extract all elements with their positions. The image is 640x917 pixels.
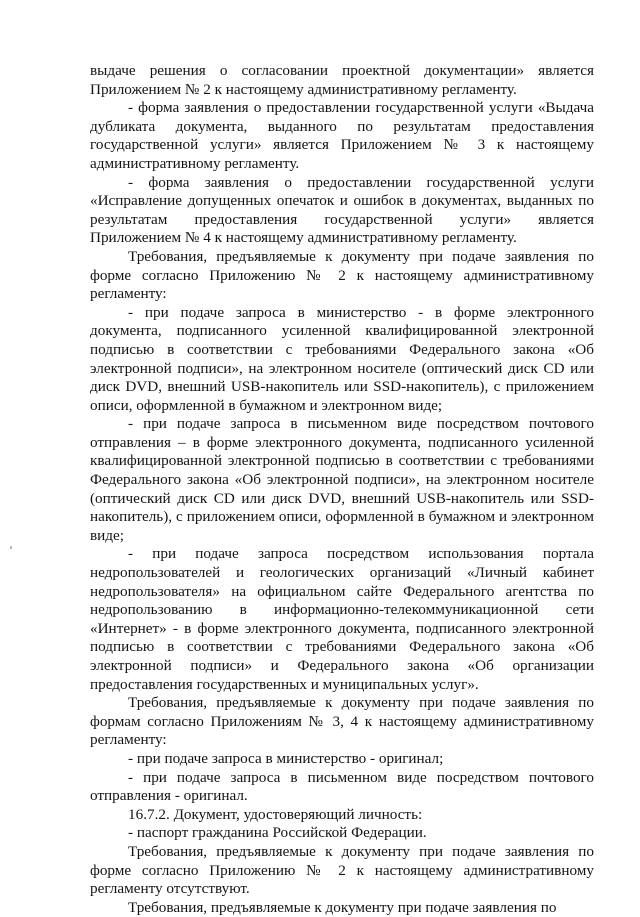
document-page <box>90 62 594 917</box>
paragraph-9: - при подаче запроса в министерство - оригинал; <box>128 749 444 767</box>
paragraph-2: - форма заявления о предоставлении государственной услуги «Выдача дубликата документа, выданного по результатам предоставления государственной услуги» является Приложением № 3 к настоящему административному регламенту. <box>90 99 594 172</box>
paragraph-1: выдаче решения о согласовании проектной документации» является Приложением № 2 к настоящему административному регламенту. <box>90 62 594 98</box>
paragraph-5: - при подаче запроса в министерство - в форме электронного документа, подписанного усиленной квалифицированной электронной подписью в соответствии с требованиями Федерального закона «Об электронной подписи», на электронном носителе (оптический диск CD или диск DVD, внешний USB-накопитель или SSD-накопитель), с приложением описи, оформленной в бумажном и электронном виде; <box>90 303 594 414</box>
paragraph-12: - паспорт гражданина Российской Федерации. <box>128 824 427 842</box>
section-heading: 16.7.2. Документ, удостоверяющий личность: <box>128 805 423 823</box>
paragraph-10: - при подаче запроса в письменном виде посредством почтового отправления - оригинал. <box>90 768 594 805</box>
paragraph-6: - при подаче запроса в письменном виде посредством почтового отправления – в форме электронного документа, подписанного усиленной квалифицированной электронной подписью в соответствии с требованиями Федерального закона «Об электронной подписи», на электронном носителе (оптический диск CD или диск DVD, внешний USB-накопитель или SSD-накопитель), с приложением описи, оформленной в бумажном и электронном виде; <box>90 415 594 544</box>
paragraph-8: Требования, предъявляемые к документу при подаче заявления по формам согласно Приложениям № 3, 4 к настоящему административному регламенту: <box>90 694 594 749</box>
paragraph-4: Требования, предъявляемые к документу при подаче заявления по форме согласно Приложению № 2 к настоящему административному регламенту: <box>90 247 594 303</box>
paragraph-7: - при подаче запроса посредством использования портала недропользователей и геологических организаций «Личный кабинет недропользователя» на официальном сайте Федерального агентства по недропользованию в информационно-телекоммуникационной сети «Интернет» - в форме электронного документа, подписанного электронной подписью в соответствии с требованиями Федерального закона «Об электронной подписи» и Федерального закона «Об организации предоставления государственных и муниципальных услуг». <box>90 545 594 693</box>
paragraph-14: Требования, предъявляемые к документу при подаче заявления по <box>128 898 557 916</box>
paragraph-13: Требования, предъявляемые к документу при подаче заявления по форме согласно Приложению № 2 к настоящему административному регламенту отсутствуют. <box>90 842 594 898</box>
paragraph-3: - форма заявления о предоставлении государственной услуги «Исправление допущенных опечаток и ошибок в документах, выданных по результатам предоставления государственной услуги» является Приложением № 4 к настоящему административному регламенту. <box>90 173 594 247</box>
scan-speck <box>10 546 12 549</box>
